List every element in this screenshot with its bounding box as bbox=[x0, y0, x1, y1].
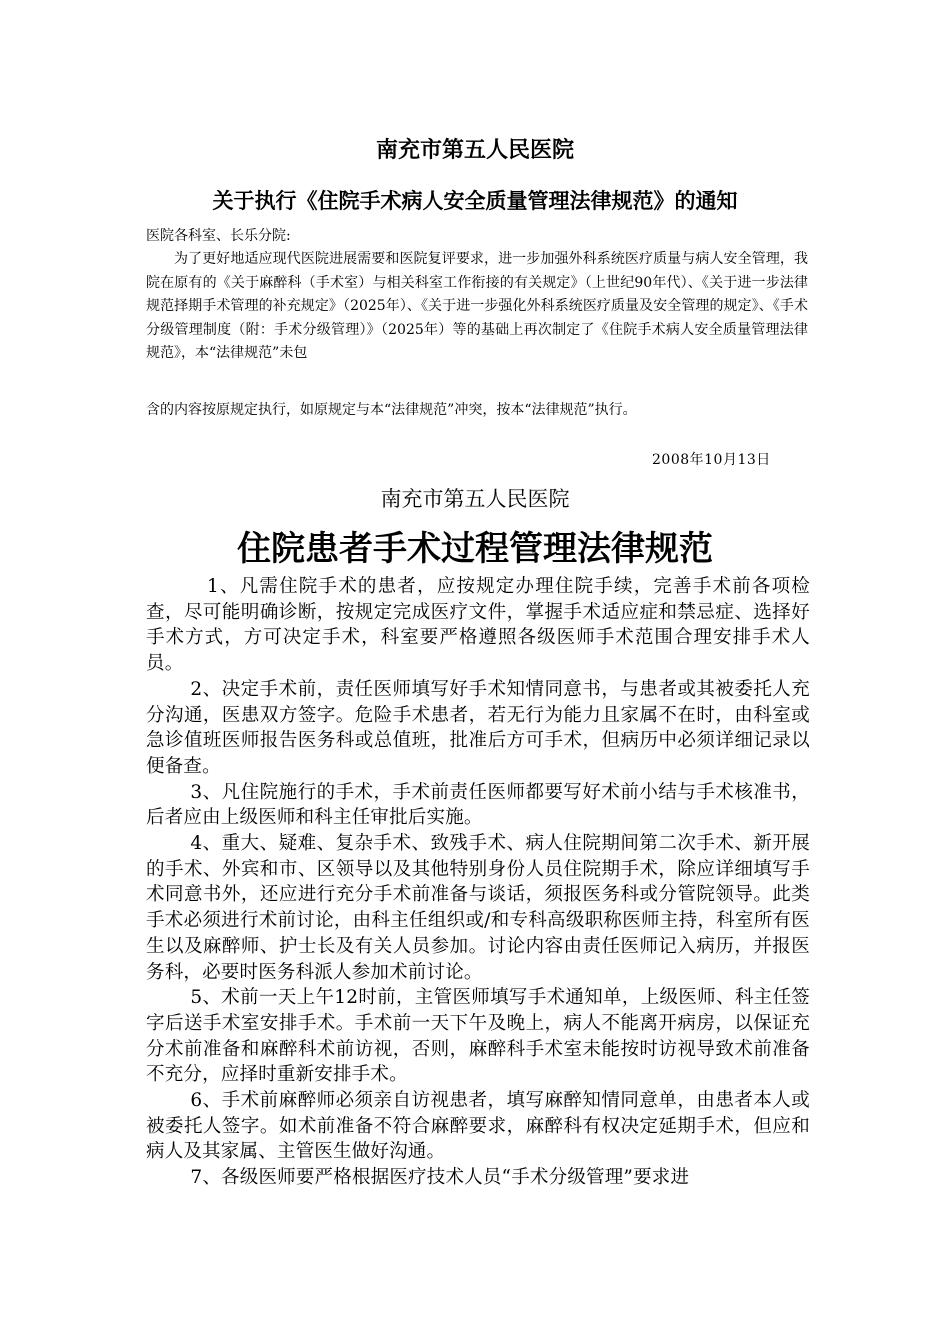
notice-addressee: 医院各科室、长乐分院: bbox=[146, 228, 291, 244]
regulation-paragraph-1: 1、凡需住院手术的患者，应按规定办理住院手续，完善手术前各项检查，尽可能明确诊断，按规定完成医疗文件，掌握手术适应症和禁忌症、选择好手术方式，方可决定手术，科室要严格遵照各级医师手术范围合理安排手术人员。 bbox=[146, 576, 810, 675]
notice-date: 2008年10月13日 bbox=[652, 452, 771, 468]
regulation-body bbox=[146, 574, 810, 1191]
regulation-paragraph-3: 3、凡住院施行的手术，手术前责任医师都要写好术前小结与手术核准书，后者应由上级医师和科主任审批后实施。 bbox=[146, 781, 810, 829]
notice-body-tail: 含的内容按原规定执行，如原规定与本“法律规范”冲突，按本“法律规范”执行。 bbox=[146, 402, 637, 418]
regulation-paragraph-7: 7、各级医师要严格根据医疗技术人员“手术分级管理”要求进 bbox=[190, 1167, 690, 1189]
notice-hospital-name: 南充市第五人民医院 bbox=[375, 138, 574, 163]
notice-body: 为了更好地适应现代医院进展需要和医院复评要求，进一步加强外科系统医疗质量与病人安全管理，我院在原有的《关于麻醉科（手术室）与相关科室工作衔接的有关规定》（上世纪90年代）、《关于进一步法律规范择期手术管理的补充规定》（2025年）、《关于进一步强化外科系统医疗质量及安全管理的规定》、《手术分级管理制度（附：手术分级管理）》（2025年）等的基础上再次制定了《住院手术病人安全质量管理法律规范》，本“法律规范”未包 bbox=[146, 251, 808, 361]
regulation-paragraph-2: 2、决定手术前，责任医师填写好手术知情同意书，与患者或其被委托人充分沟通，医患双方签字。危险手术患者，若无行为能力且家属不在时，由科室或急诊值班医师报告医务科或总值班，批准后方可手术，但病历中必须详细记录以便备查。 bbox=[146, 678, 810, 777]
regulation-paragraph-5: 5、术前一天上午12时前，主管医师填写手术通知单，上级医师、科主任签字后送手术室安排手术。手术前一天下午及晚上，病人不能离开病房，以保证充分术前准备和麻醉科术前访视，否则，麻醉科手术室未能按时访视导致术前准备不充分，应择时重新安排手术。 bbox=[146, 987, 810, 1086]
notice-title: 关于执行《住院手术病人安全质量管理法律规范》的通知 bbox=[212, 189, 738, 213]
regulation-hospital-name: 南充市第五人民医院 bbox=[380, 487, 570, 511]
regulation-paragraph-6: 6、手术前麻醉师必须亲自访视患者，填写麻醉知情同意单，由患者本人或被委托人签字。如术前准备不符合麻醉要求，麻醉科有权决定延期手术，但应和病人及其家属、主管医生做好沟通。 bbox=[146, 1090, 810, 1163]
regulation-paragraph-4: 4、重大、疑难、复杂手术、致残手术、病人住院期间第二次手术、新开展的手术、外宾和市、区领导以及其他特别身份人员住院期手术，除应详细填写手术同意书外，还应进行充分手术前准备与谈话，须报医务科或分管院领导。此类手术必须进行术前讨论，由科主任组织或/和专科高级职称医师主持，科室所有医生以及麻醉师、护士长及有关人员参加。讨论内容由责任医师记入病历，并报医务科，必要时医务科派人参加术前讨论。 bbox=[146, 833, 810, 983]
regulation-title: 住院患者手术过程管理法律规范 bbox=[237, 529, 713, 569]
